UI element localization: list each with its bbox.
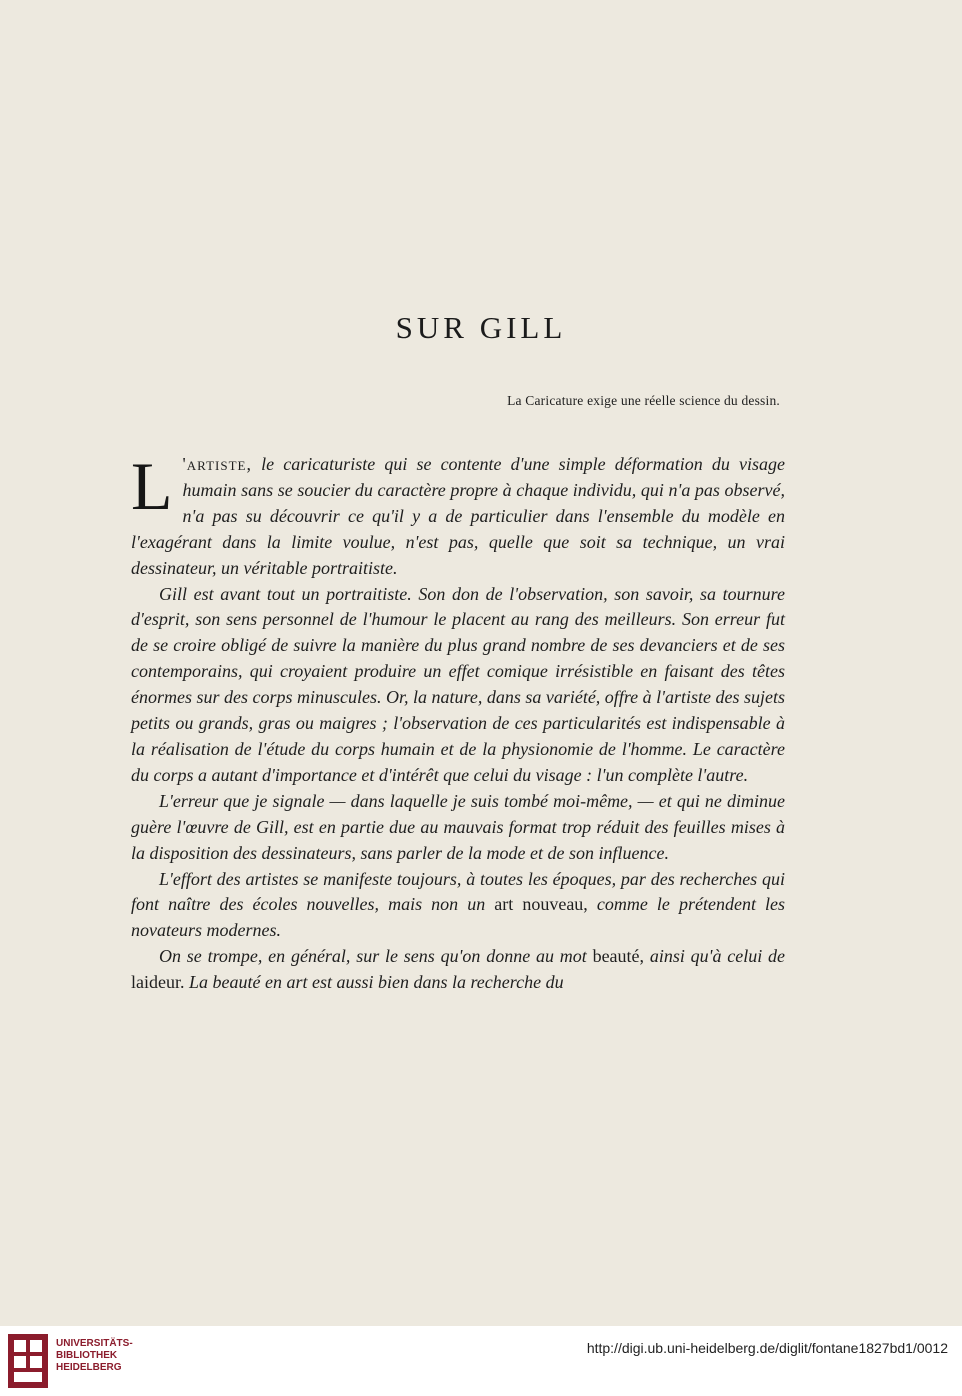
paragraph-2: Gill est avant tout un portraitiste. Son don de l'observation, son savoir, sa tournure d'esprit, son sens personnel de l'humour le placent au rang des meilleurs. Son erreur fut de se croire obligé de suivre la manière du plus grand nombre de ses devanciers et de ses contemporains, qui croyaient produire un effet comique irrésistible en faisant des têtes énormes sur des corps minuscules. Or, la nature, dans sa variété, offre à l'artiste des sujets petits ou grands, gras ou maigres ; l'observation de ces particularités est indispensable à la réalisation de l'étude du corps humain et de la physionomie de l'homme. Le caractère du corps a autant d'importance et d'intérêt que celui du visage : l'un complète l'autre. [131, 583, 785, 785]
library-name-line-2: BIBLIOTHEK [56, 1350, 118, 1361]
page-title: SUR GILL [395, 310, 567, 345]
opening-word: 'artiste, [182, 454, 252, 474]
epigraph: La Caricature exige une réelle science du dessin. [507, 393, 780, 408]
paragraph-4-text-a: L'effort des artistes se manifeste toujours, à toutes les époques, par des recherches qui font naître des écoles nouvelles, mais non un [131, 868, 785, 915]
paragraph-4-roman: art nouveau, [494, 894, 588, 915]
paragraph-5-text-b: ainsi qu'à celui de [644, 946, 785, 967]
paragraph-1 [131, 448, 785, 582]
body-text [131, 448, 785, 996]
library-name [56, 1338, 133, 1374]
paragraph-5 [131, 944, 785, 996]
paragraph-4 [131, 867, 785, 945]
footer-bar [0, 1326, 962, 1396]
drop-cap: L [131, 448, 173, 524]
library-name-line-3: HEIDELBERG [56, 1362, 122, 1373]
paragraph-5-roman-b: laideur. [131, 972, 185, 993]
university-library-logo-icon [6, 1332, 50, 1390]
library-name-line-1: UNIVERSITÄTS- [56, 1338, 133, 1349]
paragraph-5-text-a: On se trompe, en général, sur le sens qu'on donne au mot [159, 946, 593, 967]
paragraph-5-roman-a: beauté, [592, 946, 645, 967]
source-url[interactable]: http://digi.ub.uni-heidelberg.de/diglit/fontane1827bd1/0012 [586, 1340, 948, 1356]
paragraph-1-text: le caricaturiste qui se contente d'une simple déformation du visage humain sans se soucier du caractère propre à chaque individu, qui n'a pas observé, n'a pas su découvrir ce qu'il y a de particulier dans l'ensemble du modèle en l'exagérant dans la limite voulue, n'est pas, quelle que soit sa technique, un vrai dessinateur, un véritable portraitiste. [131, 454, 785, 578]
paragraph-5-text-c: La beauté en art est aussi bien dans la recherche du [184, 972, 564, 993]
paragraph-3: L'erreur que je signale — dans laquelle je suis tombé moi-même, — et qui ne diminue guère l'œuvre de Gill, est en partie due au mauvais format trop réduit des feuilles mises à la disposition des dessinateurs, sans parler de la mode et de son influence. [131, 790, 785, 863]
paragraph-4-text-b: comme le prétendent les novateurs modernes. [131, 894, 785, 941]
